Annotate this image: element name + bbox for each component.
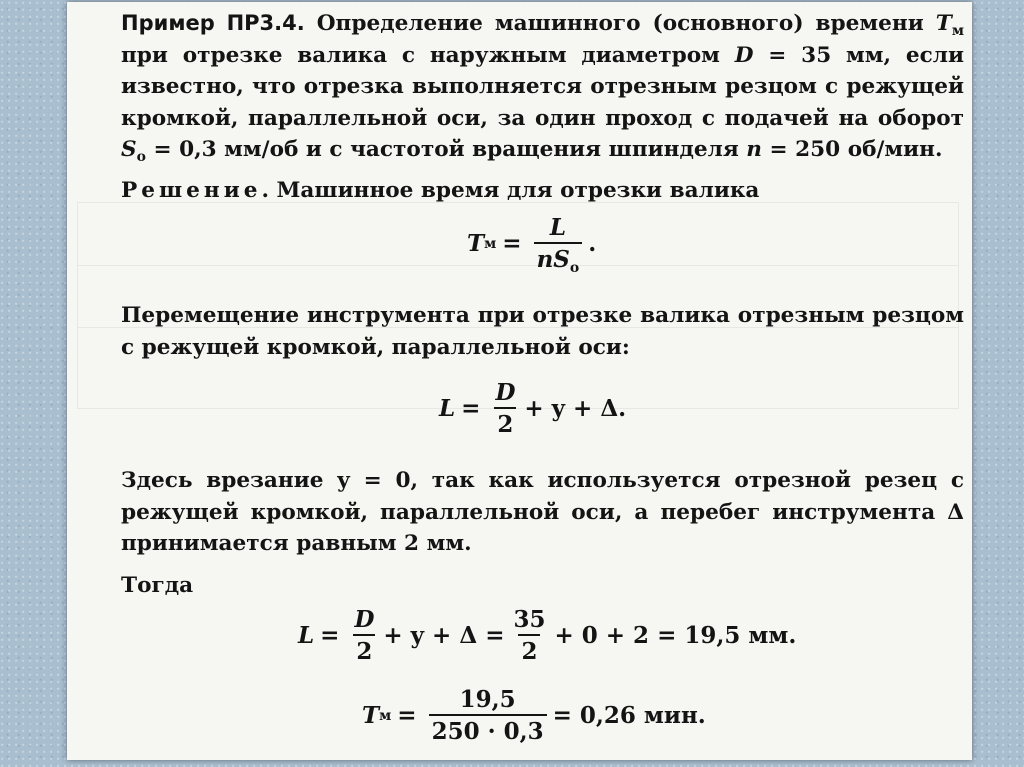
solution-text: . Машинное время для отрезки валика bbox=[261, 178, 760, 203]
symbol-D: D bbox=[734, 42, 754, 68]
then-word: Тогда bbox=[121, 573, 194, 598]
example-text-2: при отрезке валика с наружным диаметром bbox=[121, 42, 735, 68]
fraction-numerator: 19,5 bbox=[459, 686, 516, 713]
formula-displacement bbox=[439, 380, 626, 438]
displacement-paragraph: Перемещение инструмента при отрезке валика отрезным резцом с режущей кромкой, параллельной оси: bbox=[121, 303, 964, 360]
symbol-n: n bbox=[746, 137, 762, 162]
fraction-d-over-2 bbox=[351, 607, 377, 665]
equals-sign: = bbox=[502, 230, 522, 258]
denominator-subscript: о bbox=[569, 260, 580, 277]
formula-time-calculated: T м = $\frac{19,5}{250 \cdot 0,3}$ = 0,26 мин. bbox=[362, 686, 706, 746]
denominator-nS: nS bbox=[536, 246, 570, 274]
fraction bbox=[492, 380, 518, 438]
equals-sign: = bbox=[320, 622, 340, 650]
fraction-denominator: 250 · 0,3 bbox=[429, 714, 547, 744]
fraction-numerator: 35 bbox=[513, 606, 546, 633]
formula-machine-time: T м = $\frac{L}{nS_о}$ . bbox=[467, 214, 597, 277]
formula-tail: + y + Δ. bbox=[524, 395, 627, 423]
explanation-paragraph: Здесь врезание y = 0, так как используется отрезной резец с режущей кромкой, параллельной оси, а перебег инструмента Δ принимается равным 2 мм. bbox=[121, 468, 964, 556]
fraction-numerator: D bbox=[354, 606, 375, 633]
fraction-denominator: 2 bbox=[518, 634, 540, 664]
scanned-page bbox=[67, 2, 972, 760]
symbol-S: S bbox=[121, 137, 137, 162]
example-text-5: = 250 об/мин. bbox=[762, 137, 943, 162]
example-text-4: = 0,3 мм/об и с частотой вращения шпинделя bbox=[145, 137, 747, 162]
formula-T: T bbox=[362, 702, 380, 730]
solution-word: Решение bbox=[121, 178, 262, 203]
example-text-3: = 35 мм, если известно, что отрезка выполняется отрезным резцом с режущей кромкой, параллельной оси, за один проход с подачей на оборот bbox=[121, 42, 964, 131]
fraction bbox=[429, 687, 547, 745]
equals-sign: = bbox=[461, 395, 481, 423]
formula-tail: = 0,26 мин. bbox=[552, 702, 706, 730]
formula-L: L bbox=[298, 622, 315, 650]
symbol-T-subscript: м bbox=[951, 23, 964, 39]
fraction-35-over-2 bbox=[510, 607, 548, 665]
fraction bbox=[534, 214, 583, 277]
example-paragraph bbox=[121, 8, 964, 166]
example-text-1: Определение машинного (основного) времени bbox=[304, 11, 936, 36]
fraction-numerator: L bbox=[549, 214, 566, 241]
fraction-denominator: 2 bbox=[494, 407, 516, 437]
fraction-denominator bbox=[534, 242, 583, 277]
formula-tail: + 0 + 2 = 19,5 мм. bbox=[554, 622, 797, 650]
formula-middle: + y + Δ = bbox=[383, 622, 505, 650]
solution-heading bbox=[121, 175, 964, 207]
fraction-numerator: D bbox=[495, 379, 516, 406]
equals-sign: = bbox=[397, 702, 417, 730]
formula-T: T bbox=[467, 230, 485, 258]
fraction-denominator: 2 bbox=[353, 634, 375, 664]
formula-L: L bbox=[439, 395, 456, 423]
formula-displacement-calculated bbox=[298, 607, 796, 665]
symbol-S-subscript: о bbox=[136, 149, 146, 165]
period: . bbox=[588, 230, 597, 258]
symbol-T: T bbox=[935, 11, 952, 36]
example-title: Пример ПР3.4. bbox=[121, 11, 305, 35]
